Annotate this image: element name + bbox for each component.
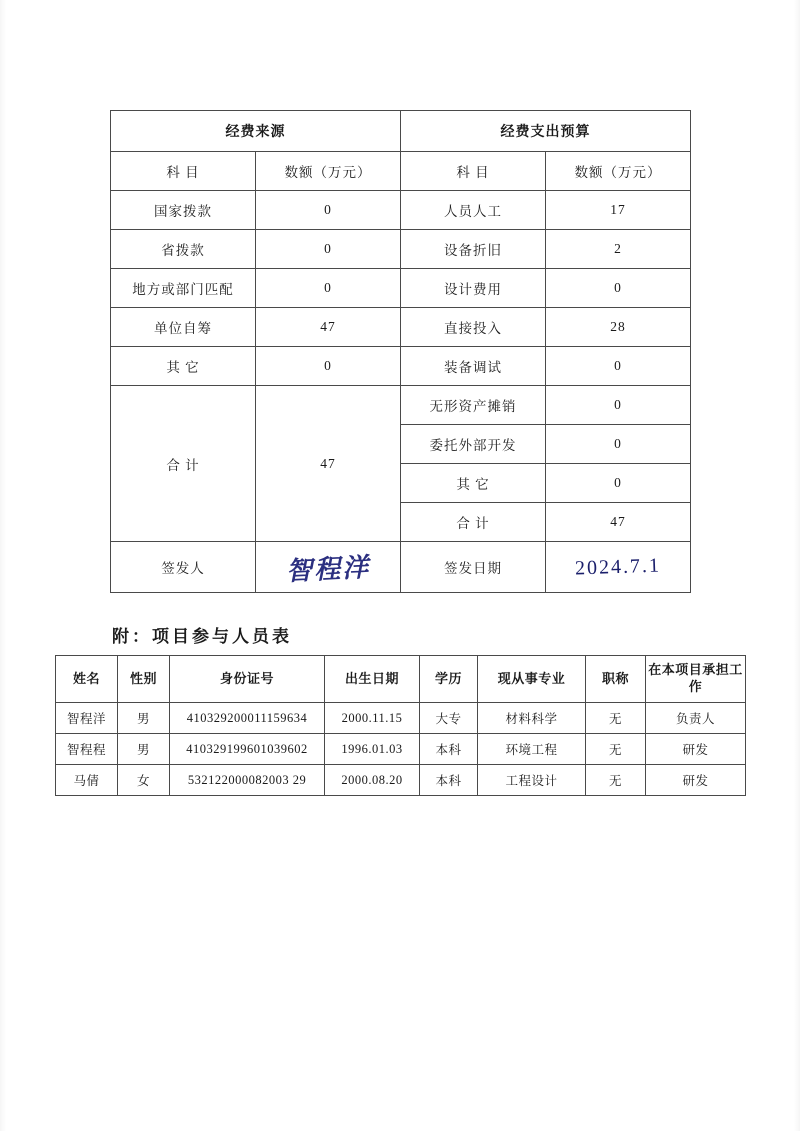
source-amount: 47 — [256, 308, 401, 347]
expense-total-label: 合 计 — [401, 503, 546, 542]
expense-item: 设备折旧 — [401, 230, 546, 269]
expense-item: 设计费用 — [401, 269, 546, 308]
budget-subheader-row — [111, 152, 691, 191]
budget-table — [110, 110, 691, 593]
person-title: 无 — [586, 765, 646, 796]
signer-label: 签发人 — [111, 542, 256, 593]
person-sex: 女 — [118, 765, 170, 796]
person-title: 无 — [586, 734, 646, 765]
person-major: 工程设计 — [478, 765, 586, 796]
source-item: 国家拨款 — [111, 191, 256, 230]
table-row — [111, 308, 691, 347]
col-header-id: 身份证号 — [170, 656, 325, 703]
table-row — [56, 734, 746, 765]
person-major: 环境工程 — [478, 734, 586, 765]
col-header-name: 姓名 — [56, 656, 118, 703]
col-header-major: 现从事专业 — [478, 656, 586, 703]
expense-item: 直接投入 — [401, 308, 546, 347]
signer-value-cell — [256, 542, 401, 593]
source-amount: 0 — [256, 269, 401, 308]
personnel-header-row — [56, 656, 746, 703]
budget-header-row — [111, 111, 691, 152]
sign-date-label: 签发日期 — [401, 542, 546, 593]
person-sex: 男 — [118, 703, 170, 734]
person-birth: 2000.08.20 — [325, 765, 420, 796]
col-header-birth: 出生日期 — [325, 656, 420, 703]
person-name: 智程程 — [56, 734, 118, 765]
person-id: 410329200011159634 — [170, 703, 325, 734]
budget-table-container — [110, 110, 690, 593]
handwritten-signature: 智程洋 — [285, 552, 371, 586]
person-education: 本科 — [420, 734, 478, 765]
table-row — [111, 386, 691, 425]
col-header-education: 学历 — [420, 656, 478, 703]
source-item: 地方或部门匹配 — [111, 269, 256, 308]
source-amount: 0 — [256, 230, 401, 269]
person-name: 智程洋 — [56, 703, 118, 734]
expense-amount: 0 — [546, 347, 691, 386]
table-row — [111, 347, 691, 386]
budget-source-header: 经费来源 — [111, 111, 401, 152]
expense-amount: 2 — [546, 230, 691, 269]
budget-subheader-item-right: 科 目 — [401, 152, 546, 191]
expense-item: 无形资产摊销 — [401, 386, 546, 425]
source-total-amount: 47 — [256, 386, 401, 542]
personnel-table — [55, 655, 746, 796]
scan-edge-left — [0, 0, 6, 1131]
expense-item: 装备调试 — [401, 347, 546, 386]
personnel-table-container — [55, 655, 745, 796]
col-header-role: 在本项目承担工作 — [646, 656, 746, 703]
attachment-title: 附：项目参与人员表 — [112, 627, 292, 646]
source-item: 省拨款 — [111, 230, 256, 269]
person-education: 大专 — [420, 703, 478, 734]
budget-subheader-amount-left: 数额（万元） — [256, 152, 401, 191]
expense-amount: 0 — [546, 269, 691, 308]
expense-amount: 0 — [546, 464, 691, 503]
scan-edge-right — [794, 0, 800, 1131]
source-amount: 0 — [256, 191, 401, 230]
expense-item: 其 它 — [401, 464, 546, 503]
expense-amount: 17 — [546, 191, 691, 230]
budget-expense-header: 经费支出预算 — [401, 111, 691, 152]
person-major: 材料科学 — [478, 703, 586, 734]
source-total-label: 合 计 — [111, 386, 256, 542]
person-birth: 2000.11.15 — [325, 703, 420, 734]
person-education: 本科 — [420, 765, 478, 796]
table-row — [56, 765, 746, 796]
expense-amount: 0 — [546, 425, 691, 464]
person-id: 410329199601039602 — [170, 734, 325, 765]
source-amount: 0 — [256, 347, 401, 386]
person-role: 研发 — [646, 765, 746, 796]
person-sex: 男 — [118, 734, 170, 765]
expense-item: 委托外部开发 — [401, 425, 546, 464]
table-row — [56, 703, 746, 734]
signature-row — [111, 542, 691, 593]
col-header-sex: 性别 — [118, 656, 170, 703]
person-role: 研发 — [646, 734, 746, 765]
person-name: 马倩 — [56, 765, 118, 796]
col-header-title: 职称 — [586, 656, 646, 703]
person-id: 532122000082003 29 — [170, 765, 325, 796]
expense-item: 人员人工 — [401, 191, 546, 230]
person-birth: 1996.01.03 — [325, 734, 420, 765]
source-item: 其 它 — [111, 347, 256, 386]
expense-amount: 0 — [546, 386, 691, 425]
expense-total-amount: 47 — [546, 503, 691, 542]
budget-subheader-item-left: 科 目 — [111, 152, 256, 191]
handwritten-date: 2024.7.1 — [574, 554, 662, 579]
table-row — [111, 230, 691, 269]
table-row — [111, 191, 691, 230]
source-item: 单位自筹 — [111, 308, 256, 347]
budget-subheader-amount-right: 数额（万元） — [546, 152, 691, 191]
table-row — [111, 269, 691, 308]
person-title: 无 — [586, 703, 646, 734]
sign-date-value-cell — [546, 542, 691, 593]
expense-amount: 28 — [546, 308, 691, 347]
person-role: 负责人 — [646, 703, 746, 734]
